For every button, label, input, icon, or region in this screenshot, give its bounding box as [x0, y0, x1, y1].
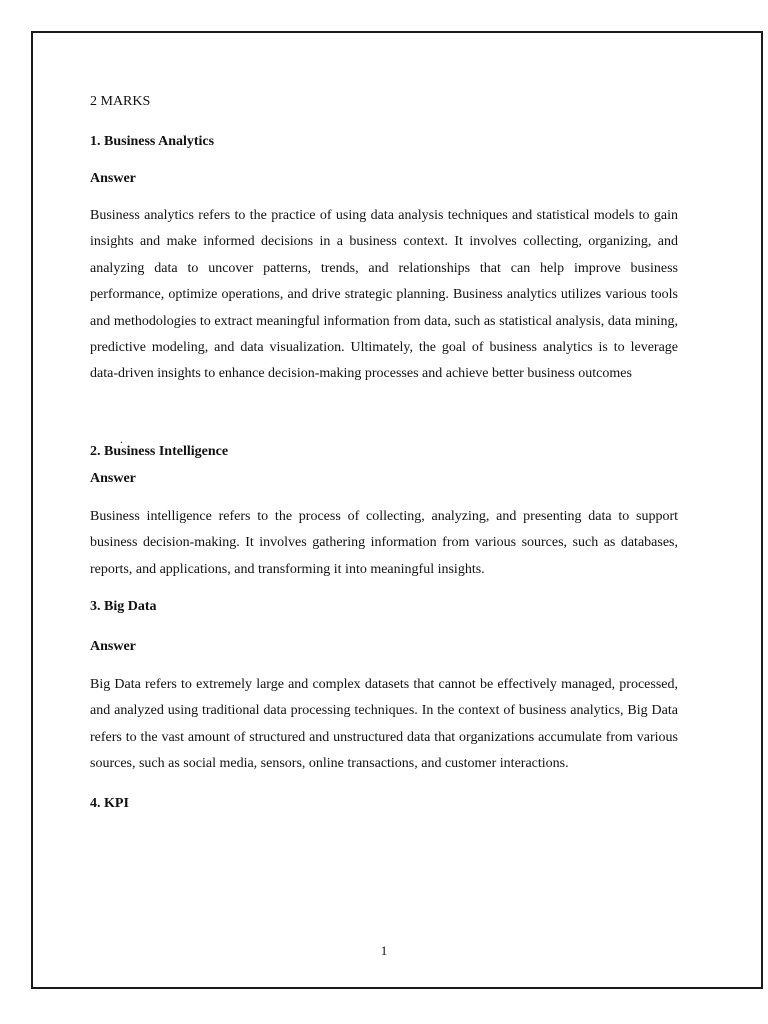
document-content [90, 92, 678, 814]
section-1-body: Business analytics refers to the practice of using data analysis techniques and statistical models to gain insights and make informed decisions in a business context. It involves collecting, organizing, and analyzing data to uncover patterns, trends, and relationships that can help improve business performance, optimize operations, and drive strategic planning. Business analytics utilizes various tools and methodologies to extract meaningful information from data, such as statistical analysis, data mining, predictive modeling, and data visualization. Ultimately, the goal of business analytics is to leverage data-driven insights to enhance decision-making processes and achieve better business outcomes [90, 208, 678, 382]
stray-mark: . [120, 432, 123, 446]
section-2-answer-label: Answer [90, 470, 136, 486]
section-3-answer-label: Answer [90, 639, 136, 655]
page-title: 2 MARKS [90, 94, 151, 109]
section-1-answer-label: Answer [90, 171, 136, 186]
section-2-body: Business intelligence refers to the process of collecting, analyzing, and presenting data to support business decision-making. It involves gathering information from various sources, such as databases, reports, and applications, and transforming it into meaningful insights. [90, 508, 678, 577]
page-number: 1 [380, 943, 388, 958]
section-2-heading: 2. Business Intelligence [90, 443, 229, 459]
section-4-heading: 4. KPI [90, 795, 129, 811]
section-3-heading: 3. Big Data [90, 599, 157, 615]
section-1-heading: 1. Business Analytics [90, 134, 215, 149]
section-3-body: Big Data refers to extremely large and complex datasets that cannot be effectively managed, processed, and analyzed using traditional data processing techniques. In the context of business analytics, Big Data refers to the vast amount of structured and unstructured data that organizations accumulate from various sources, such as social media, sensors, online transactions, and customer interactions. [90, 677, 678, 772]
